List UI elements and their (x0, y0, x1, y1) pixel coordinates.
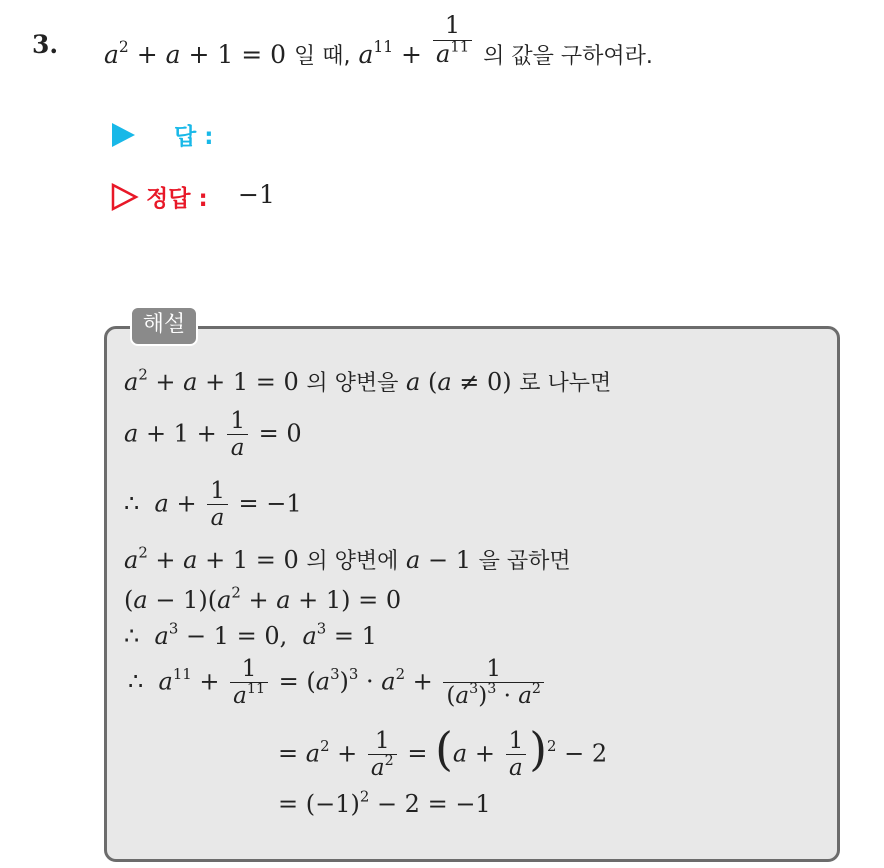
solution-line-9: = $(-1)^2 - 2 = -1$ (278, 787, 491, 818)
solution-line-3: ∴ a + $\frac{1}{a}$ = −1 (124, 478, 302, 532)
solution-line-5: $(a - 1)(a^2 + a + 1) = 0$ (124, 583, 402, 614)
solution-line-4-text: 의 양변에 (306, 549, 399, 574)
solution-line-2: a + 1 + $\frac{1}{a}$ = 0 (124, 408, 302, 462)
solution-line-4-text2: 을 곱하면 (478, 549, 571, 574)
correct-answer-label: 정답 : (146, 186, 208, 212)
question-tail-text: 의 값을 구하여라. (483, 43, 653, 69)
outline-play-triangle-icon (110, 182, 140, 212)
solution-line-7: ∴ $a^{11}$ + $\frac{1}{a^{11}}$ = $(a^3)^3 \cdot a^2$ + $\frac{1}{(a^3)^3 \cdot a^2}$ (128, 656, 547, 710)
play-triangle-icon (110, 122, 136, 148)
solution-line-1-text: 의 양변을 (306, 371, 399, 396)
solution-line-6: ∴ $a^3 - 1 = 0$, $a^3 = 1$ (124, 619, 377, 650)
question-number: 3. (32, 30, 59, 59)
correct-answer-value: −1 (238, 180, 275, 209)
question-expr: $a^{11}$ + (358, 37, 422, 69)
question-cond-text: 일 때, (293, 43, 351, 69)
solution-line-8: = $a^2$ + $\frac{1}{a^2}$ = (a + $\frac{1}{a}$ )$^2$ − 2 (278, 723, 608, 782)
solution-line-1-text2: 로 나누면 (519, 371, 612, 396)
question-text (104, 11, 653, 70)
solution-line-4: $a^2 + a + 1 = 0$ 의 양변에 a − 1 을 곱하면 (124, 543, 571, 574)
question-equation: $a^2 + a + 1 = 0$ (104, 37, 287, 69)
solution-line-1: $a^2 + a + 1 = 0$ 의 양변을 a (a ≠ 0) 로 나누면 (124, 365, 612, 396)
solution-tag: 해설 (130, 306, 198, 346)
question-fraction: $\frac{1}{a^{11}}$ (433, 12, 472, 68)
answer-label: 답 : (174, 124, 214, 150)
